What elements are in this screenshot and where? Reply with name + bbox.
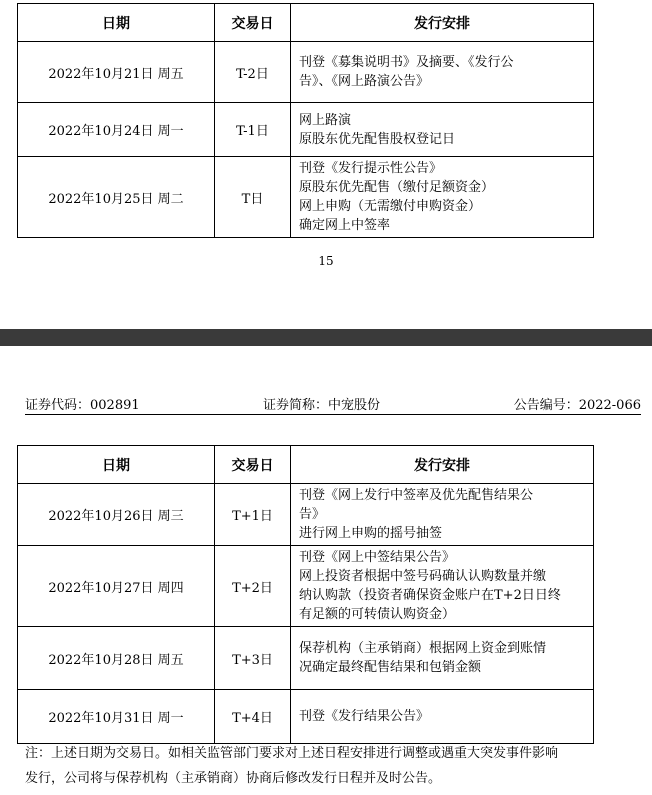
row-trade-day: T-2日 [215, 42, 291, 103]
row-arrangement [291, 484, 594, 546]
arrangement-line: 况确定最终配售结果和包销金额 [299, 660, 482, 675]
table-row [18, 42, 594, 103]
arrangement-line: 进行网上申购的摇号抽签 [299, 526, 443, 541]
footnote [25, 741, 645, 791]
row-trade-day: T+2日 [215, 546, 291, 627]
row-arrangement [291, 546, 594, 627]
arrangement-line: 原股东优先配售股权登记日 [299, 131, 456, 147]
table-row [18, 690, 594, 744]
row-arrangement [291, 103, 594, 157]
document-header [25, 392, 641, 415]
header-date: 日期 [18, 4, 215, 42]
row-date: 2022年10月25日 周二 [18, 157, 215, 238]
arrangement-line: 刊登《发行提示性公告》 [299, 161, 443, 176]
row-arrangement [291, 627, 594, 690]
table-header-row [18, 4, 594, 42]
page-number: 15 [318, 254, 334, 268]
row-trade-day: T+4日 [215, 690, 291, 744]
table-row [18, 484, 594, 546]
row-arrangement [291, 42, 594, 103]
schedule-table-page2 [17, 445, 594, 744]
arrangement-line: 刊登《发行结果公告》 [299, 709, 430, 724]
notice-number: 公告编号：2022-066 [513, 398, 641, 413]
row-arrangement [291, 690, 594, 744]
table-row [18, 627, 594, 690]
table-row [18, 157, 594, 238]
header-trade-day: 交易日 [215, 4, 291, 42]
row-arrangement [291, 157, 594, 238]
arrangement-line: 纳认购款（投资者确保资金账户在T+2日日终 [299, 588, 561, 603]
table-row [18, 546, 594, 627]
security-short-name: 证券简称：中宠股份 [263, 398, 381, 413]
arrangement-line: 有足额的可转债认购资金） [299, 607, 456, 622]
arrangement-line: 刊登《募集说明书》及摘要、《发行公 [299, 55, 514, 70]
row-date: 2022年10月24日 周一 [18, 103, 215, 157]
header-arrangement: 发行安排 [291, 4, 594, 42]
row-trade-day: T日 [215, 157, 291, 238]
arrangement-line: 网上申购（无需缴付申购资金） [299, 199, 482, 214]
header-date: 日期 [18, 446, 215, 484]
arrangement-line: 原股东优先配售（缴付足额资金） [299, 180, 495, 195]
arrangement-line: 确定网上中签率 [299, 218, 391, 233]
table-row [18, 103, 594, 157]
arrangement-line: 保荐机构（主承销商）根据网上资金到账情 [299, 641, 547, 656]
footnote-line: 注：上述日期为交易日。如相关监管部门要求对上述日程安排进行调整或遇重大突发事件影响 [25, 746, 559, 761]
row-date: 2022年10月27日 周四 [18, 546, 215, 627]
arrangement-line: 网上投资者根据中签号码确认认购数量并缴 [299, 569, 547, 584]
footnote-line: 发行，公司将与保荐机构（主承销商）协商后修改发行日程并及时公告。 [25, 771, 442, 786]
schedule-table-page1 [17, 3, 594, 238]
arrangement-line: 网上路演 [299, 112, 352, 128]
row-trade-day: T+1日 [215, 484, 291, 546]
arrangement-line: 刊登《网上发行中签率及优先配售结果公 [299, 488, 534, 503]
row-date: 2022年10月28日 周五 [18, 627, 215, 690]
arrangement-line: 刊登《网上中签结果公告》 [299, 550, 456, 565]
row-date: 2022年10月21日 周五 [18, 42, 215, 103]
header-arrangement: 发行安排 [291, 446, 594, 484]
page-divider [0, 329, 652, 346]
row-trade-day: T-1日 [215, 103, 291, 157]
table-header-row [18, 446, 594, 484]
arrangement-line: 告》、《网上路演公告》 [299, 74, 430, 89]
arrangement-line: 告》 [299, 507, 326, 522]
row-trade-day: T+3日 [215, 627, 291, 690]
row-date: 2022年10月26日 周三 [18, 484, 215, 546]
header-trade-day: 交易日 [215, 446, 291, 484]
row-date: 2022年10月31日 周一 [18, 690, 215, 744]
security-code: 证券代码：002891 [25, 398, 140, 413]
